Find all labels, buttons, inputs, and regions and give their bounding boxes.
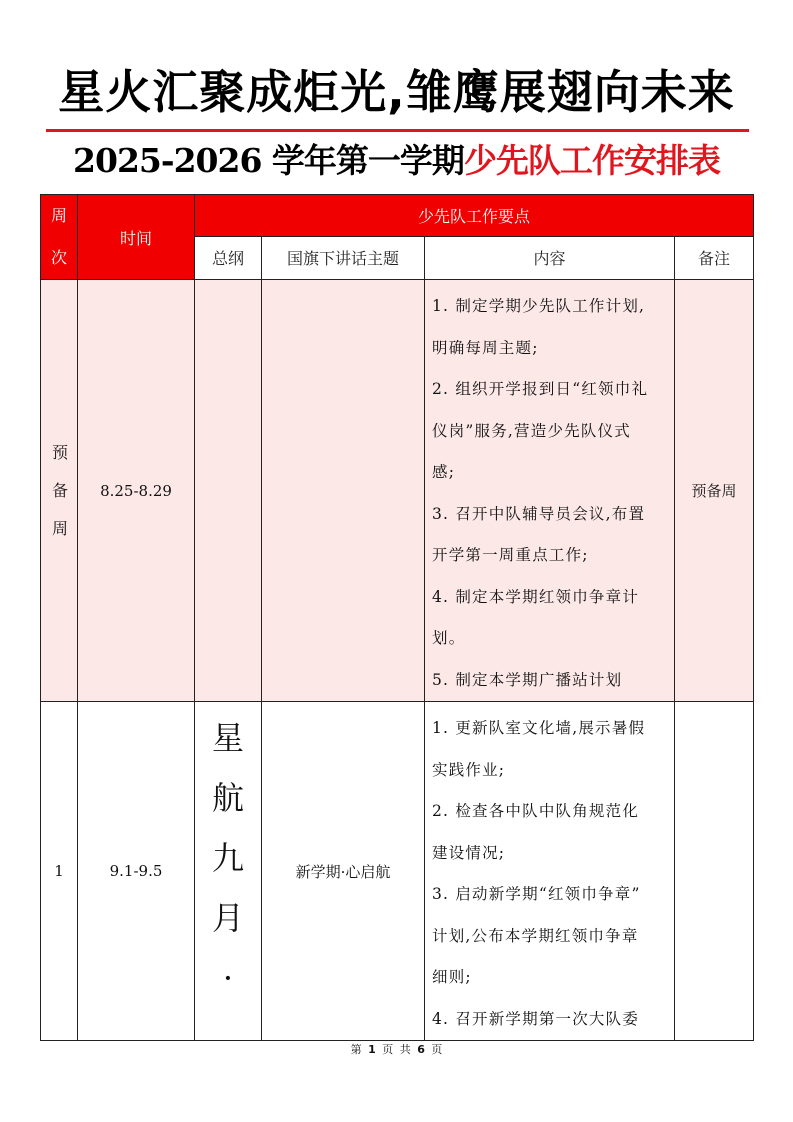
sub-title-year: 2025-2026 学年第一学期: [73, 141, 464, 180]
content-line: 1. 更新队室文化墙,展示暑假: [432, 719, 646, 737]
row-flag-topic: [262, 280, 425, 702]
footer-prefix: 第: [350, 1043, 362, 1056]
row-outline: 星航九月·: [211, 719, 244, 997]
sub-title: [0, 138, 793, 184]
title-divider: [46, 129, 749, 132]
content-line: 建设情况;: [432, 843, 506, 862]
table-row: [41, 280, 754, 702]
col-flag-topic-header: 国旗下讲话主题: [262, 236, 425, 279]
row-time: 8.25-8.29: [78, 280, 195, 702]
footer-total-pages: 6: [417, 1043, 425, 1056]
row-time: 9.1-9.5: [78, 702, 195, 1041]
row-remark: 预备周: [675, 280, 754, 702]
row-content: [425, 702, 675, 1041]
content-line: 划。: [432, 629, 466, 647]
content-line: 3. 召开中队辅导员会议,布置: [432, 504, 646, 523]
table-header-row-1: [41, 195, 754, 237]
table-row: [41, 702, 754, 1041]
row-outline-cell: [195, 702, 262, 1041]
content-line: 2. 组织开学报到日“红领巾礼: [432, 380, 649, 398]
row-outline: [195, 280, 262, 702]
content-line: 2. 检查各中队中队角规范化: [432, 802, 640, 820]
content-line: 开学第一周重点工作;: [432, 546, 589, 564]
row-week-cell: [41, 280, 78, 702]
content-line: 4. 制定本学期红领巾争章计: [432, 587, 640, 606]
footer-page-number: 1: [368, 1043, 376, 1056]
col-time-header: 时间: [78, 195, 195, 280]
work-schedule-table: [40, 194, 754, 1041]
content-line: 5. 制定本学期广播站计划: [432, 670, 623, 689]
content-line: 4. 召开新学期第一次大队委: [432, 1009, 640, 1028]
col-week-header: [41, 195, 78, 280]
page-footer: [0, 1041, 793, 1057]
col-outline-header: 总纲: [195, 236, 262, 279]
col-group-header: 少先队工作要点: [195, 195, 754, 237]
content-line: 细则;: [432, 968, 472, 986]
col-content-header: 内容: [425, 236, 675, 279]
footer-suffix: 页: [431, 1043, 443, 1056]
content-line: 3. 启动新学期“红领巾争章”: [432, 885, 641, 903]
col-remark-header: 备注: [675, 236, 754, 279]
row-week: 1: [41, 702, 78, 1041]
row-week: 预备周: [52, 442, 69, 538]
col-week-label: 周次: [50, 206, 67, 267]
sub-title-highlight: 少先队工作安排表: [463, 141, 720, 180]
content-line: 仪岗”服务,营造少先队仪式: [432, 421, 631, 440]
row-flag-topic: 新学期·心启航: [262, 702, 425, 1041]
footer-middle: 页 共: [382, 1043, 411, 1056]
row-remark: [675, 702, 754, 1041]
content-line: 感;: [432, 463, 456, 481]
content-line: 计划,公布本学期红领巾争章: [432, 926, 639, 945]
content-line: 实践作业;: [432, 760, 506, 779]
content-line: 明确每周主题;: [432, 338, 539, 357]
row-content: [425, 280, 675, 702]
main-title: 星火汇聚成炬光,雏鹰展翅向未来: [58, 65, 735, 119]
content-line: 1. 制定学期少先队工作计划,: [432, 297, 646, 315]
